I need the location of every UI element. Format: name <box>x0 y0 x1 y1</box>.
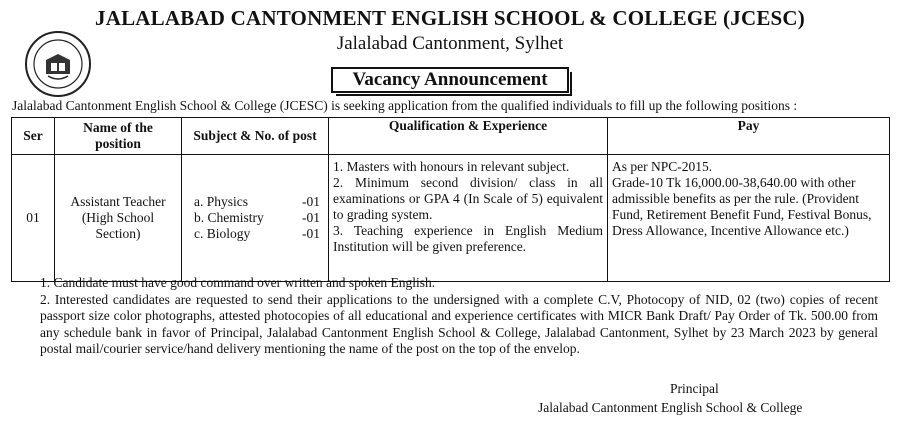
subject-count: -01 <box>302 226 320 241</box>
subject-item <box>186 194 324 210</box>
cell-pay <box>608 155 890 282</box>
page-subtitle: Jalalabad Cantonment, Sylhet <box>336 33 564 54</box>
subject-name: c. Biology <box>194 226 251 241</box>
note-item: 2. Interested candidates are requested to send their applications to the undersigned with a complete C.V, Photocopy of NID, 02 (two) copies of recent passport size color photographs, attested photocopies of all educational and experience certificates with MICR Bank Draft/ Pay Order of Tk. 500.00 from any schedule bank in favor of Principal, Jalalabad Cantonment English School & College, Jalalabad Cantonment, Sylhet by 23 March 2023 by general postal mail/courier service/hand delivery mentioning the name of the post on the top of the envelop. <box>40 291 878 356</box>
cell-qualification <box>329 155 608 282</box>
header-qualification: Qualification & Experience <box>329 118 608 155</box>
table-header-row <box>12 118 890 155</box>
subject-count: -01 <box>302 210 320 225</box>
notes-section <box>40 275 878 358</box>
header-pay: Pay <box>608 118 890 155</box>
vacancy-announcement-heading: Vacancy Announcement <box>331 67 569 93</box>
subject-name: a. Physics <box>194 194 248 209</box>
intro-text: Jalalabad Cantonment English School & College (JCESC) is seeking application from the qualified individuals to fill up the following positions : <box>12 98 798 113</box>
subject-item <box>186 226 324 242</box>
subject-name: b. Chemistry <box>194 210 264 225</box>
pay-details: Grade-10 Tk 16,000.00-38,640.00 with other admissible benefits as per the rule. (Provident Fund, Retirement Benefit Fund, Festival Bonus, Dress Allowance, Incentive Allowance etc.) <box>612 175 872 238</box>
qualification-item: 2. Minimum second division/ class in all examinations or GPA 4 (In Scale of 5) equivalent to grading system. <box>333 175 603 222</box>
vacancy-table <box>11 117 890 282</box>
signatory-organization: Jalalabad Cantonment English School & College <box>538 400 803 415</box>
cell-ser: 01 <box>12 155 55 282</box>
header-subject: Subject & No. of post <box>182 118 329 155</box>
pay-scale-line: As per NPC-2015. <box>612 159 713 174</box>
qualification-item: 1. Masters with honours in relevant subject. <box>333 159 570 174</box>
signatory-title: Principal <box>670 381 719 396</box>
cell-position: Assistant Teacher (High School Section) <box>55 155 182 282</box>
cell-subjects <box>182 155 329 282</box>
note-item: 1. Candidate must have good command over written and spoken English. <box>40 275 436 290</box>
header-ser: Ser <box>12 118 55 155</box>
qualification-item: 3. Teaching experience in English Medium Institution will be given preference. <box>333 223 603 254</box>
subject-item <box>186 210 324 226</box>
table-row <box>12 155 890 282</box>
header-position: Name of the position <box>55 118 182 155</box>
subject-count: -01 <box>302 194 320 209</box>
page-title: JALALABAD CANTONMENT ENGLISH SCHOOL & COLLEGE (JCESC) <box>95 6 805 30</box>
